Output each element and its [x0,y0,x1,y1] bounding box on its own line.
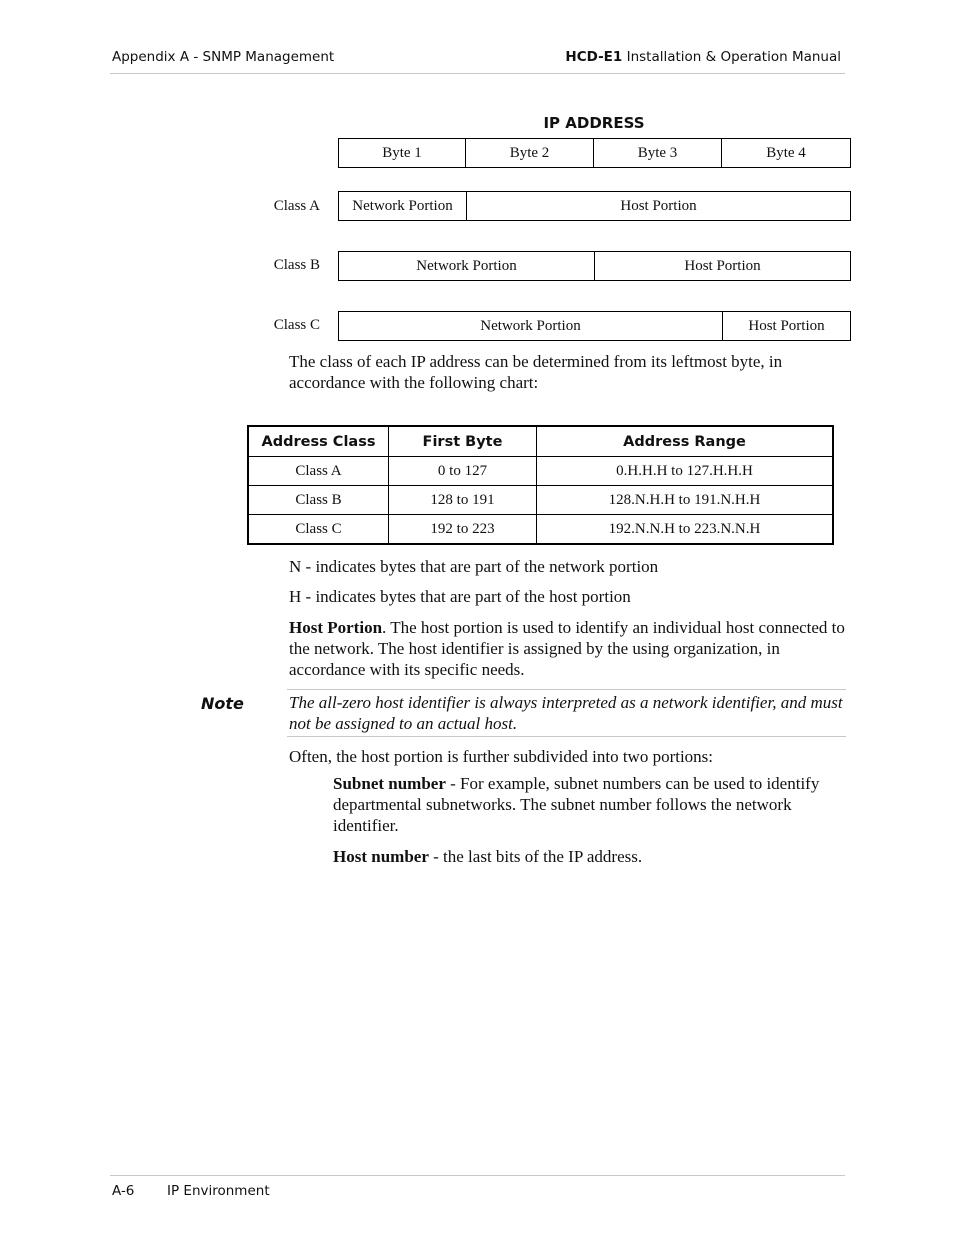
legend-host: H - indicates bytes that are part of the host portion [289,587,631,606]
host-portion-term: Host Portion [289,618,383,637]
subdivide-paragraph: Often, the host portion is further subdivided into two portions: [289,747,714,766]
class-c-label: Class C [273,317,320,333]
network-portion-cell: Network Portion [338,251,595,281]
class-a-row [338,191,851,221]
table-header-row [248,426,833,457]
diagram-title: IP ADDRESS [543,114,645,132]
legend-network: N - indicates bytes that are part of the network portion [289,557,659,576]
table-cell: 192 to 223 [389,515,537,545]
class-c-row [338,311,851,341]
byte-cell: Byte 4 [722,138,851,168]
network-portion-cell: Network Portion [338,311,723,341]
note-text: The all-zero host identifier is always interpreted as a network identifier, and must not be assigned to an actual host. [289,693,843,733]
running-header-right [565,49,841,65]
host-number-text: - the last bits of the IP address. [428,847,643,866]
byte-cell: Byte 3 [594,138,722,168]
host-portion-cell: Host Portion [467,191,851,221]
running-header-left: Appendix A - SNMP Management [112,49,335,65]
note-bottom-rule [287,736,846,737]
table-cell: 128 to 191 [389,486,537,515]
byte-row [338,138,851,168]
column-header: First Byte [389,426,537,457]
manual-title: Installation & Operation Manual [622,49,841,65]
network-portion-cell: Network Portion [338,191,467,221]
table-cell: Class A [248,457,389,486]
class-a-label: Class A [273,198,320,214]
host-portion-cell: Host Portion [723,311,851,341]
intro-paragraph: The class of each IP address can be determined from its leftmost byte, in accordance with the following chart: [289,352,783,392]
host-number-term: Host number [333,847,429,866]
table-cell: 0 to 127 [389,457,537,486]
table-cell: Class C [248,515,389,545]
host-portion-cell: Host Portion [595,251,851,281]
subnet-number-text: - For example, subnet numbers can be used to identify departmental subnetworks. The subnet number follows the network identifier. [333,774,820,835]
host-portion-text: . The host portion is used to identify an individual host connected to the network. The host identifier is assigned by the using organization, in accordance with its specific needs. [289,618,845,679]
host-number-paragraph [333,846,845,867]
class-b-label: Class B [273,257,320,273]
note-label: Note [201,694,244,713]
byte-cell: Byte 2 [466,138,594,168]
address-class-table [247,425,834,545]
table-cell: 192.N.N.H to 223.N.N.H [537,515,834,545]
table-cell: 128.N.H.H to 191.N.H.H [537,486,834,515]
page-number: A-6 [112,1183,135,1199]
host-portion-paragraph [289,617,849,680]
byte-cell: Byte 1 [338,138,466,168]
column-header: Address Range [537,426,834,457]
table-cell: Class B [248,486,389,515]
footer-rule [110,1175,845,1176]
note-top-rule [287,689,846,690]
subnet-number-paragraph [333,773,845,836]
table-row [248,515,833,545]
column-header: Address Class [248,426,389,457]
class-b-row [338,251,851,281]
table-cell: 0.H.H.H to 127.H.H.H [537,457,834,486]
table-row [248,486,833,515]
header-rule [110,73,845,74]
manual-product-name: HCD-E1 [565,49,623,65]
table-row [248,457,833,486]
subnet-number-term: Subnet number [333,774,446,793]
footer-section-title: IP Environment [167,1183,270,1199]
